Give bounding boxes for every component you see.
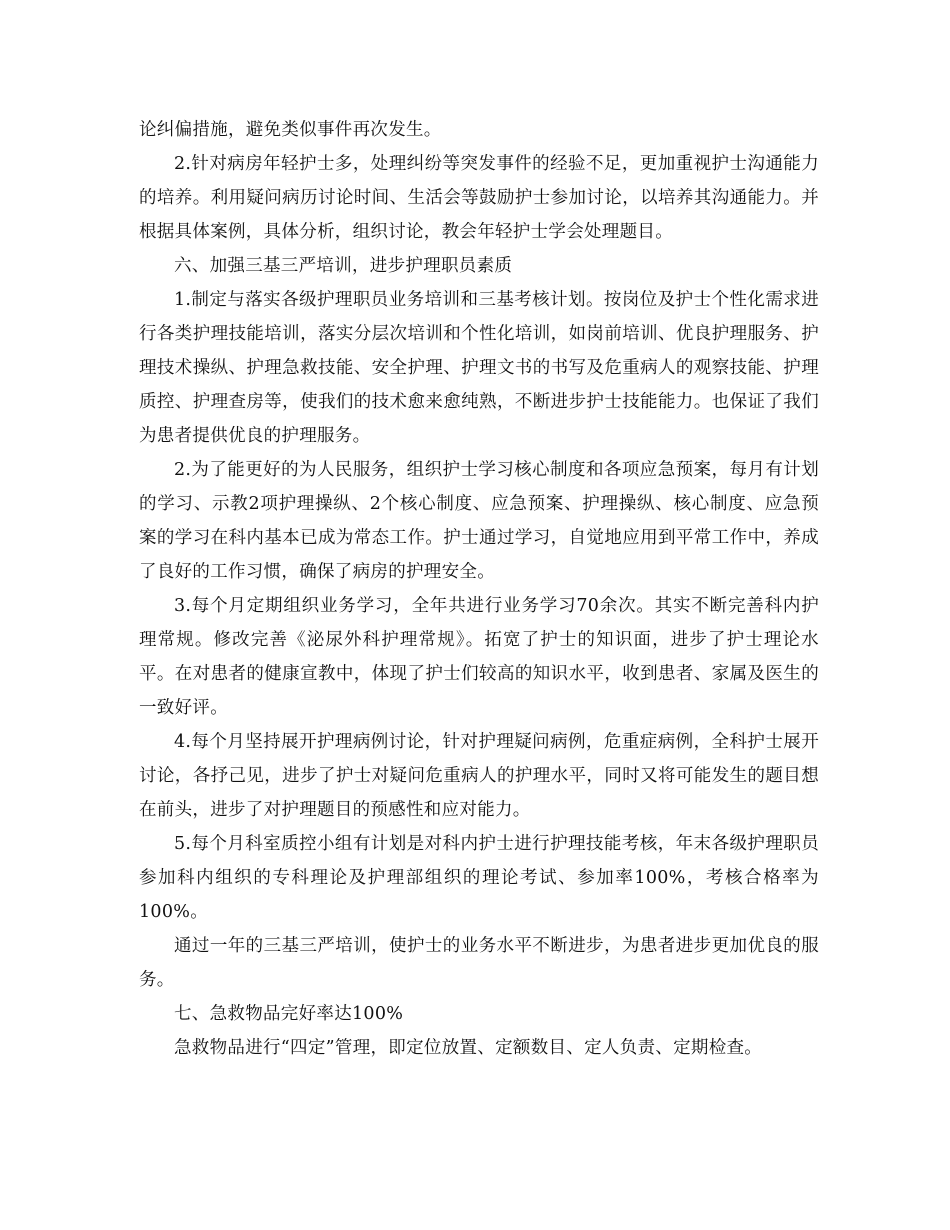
paragraph: 2.为了能更好的为人民服务，组织护士学习核心制度和各项应急预案，每月有计划的学习、示教2项护理操纵、2个核心制度、应急预案、护理操纵、核心制度、应急预案的学习在科内基本已成为常态工作。护士通过学习，自觉地应用到平常工作中，养成了良好的工作习惯，确保了病房的护理安全。 xyxy=(139,460,819,582)
paragraph: 1.制定与落实各级护理职员业务培训和三基考核计划。按岗位及护士个性化需求进行各类护理技能培训，落实分层次培训和个性化培训，如岗前培训、优良护理服务、护理技术操纵、护理急救技能、安全护理、护理文书的书写及危重病人的观察技能、护理质控、护理查房等，使我们的技术愈来愈纯熟，不断进步护士技能能力。也保证了我们为患者提供优良的护理服务。 xyxy=(139,290,819,446)
section-heading: 七、急救物品完好率达100% xyxy=(174,1004,404,1024)
paragraph: 2.针对病房年轻护士多，处理纠纷等突发事件的经验不足，更加重视护士沟通能力的培养。利用疑问病历讨论时间、生活会等鼓励护士参加讨论，以培养其沟通能力。并根据具体案例，具体分析，组织讨论，教会年轻护士学会处理题目。 xyxy=(139,154,819,242)
document-body xyxy=(139,113,819,1065)
paragraph: 5.每个月科室质控小组有计划是对科内护士进行护理技能考核，年末各级护理职员参加科内组织的专科理论及护理部组织的理论考试、参加率100%，考核合格率为100%。 xyxy=(139,834,819,922)
section-heading: 六、加强三基三严培训，进步护理职员素质 xyxy=(174,256,513,276)
paragraph: 4.每个月坚持展开护理病例讨论，针对护理疑问病例，危重症病例，全科护士展开讨论，各抒己见，进步了护士对疑问危重病人的护理水平，同时又将可能发生的题目想在前头，进步了对护理题目的预感性和应对能力。 xyxy=(139,732,819,820)
paragraph: 论纠偏措施，避免类似事件再次发生。 xyxy=(139,120,442,140)
paragraph: 3.每个月定期组织业务学习，全年共进行业务学习70余次。其实不断完善科内护理常规。修改完善《泌尿外科护理常规》。拓宽了护士的知识面，进步了护士理论水平。在对患者的健康宣教中，体现了护士们较高的知识水平，收到患者、家属及医生的一致好评。 xyxy=(139,596,819,718)
paragraph: 急救物品进行“四定”管理，即定位放置、定额数目、定人负责、定期检查。 xyxy=(174,1038,763,1058)
paragraph: 通过一年的三基三严培训，使护士的业务水平不断进步，为患者进步更加优良的服务。 xyxy=(139,936,819,990)
